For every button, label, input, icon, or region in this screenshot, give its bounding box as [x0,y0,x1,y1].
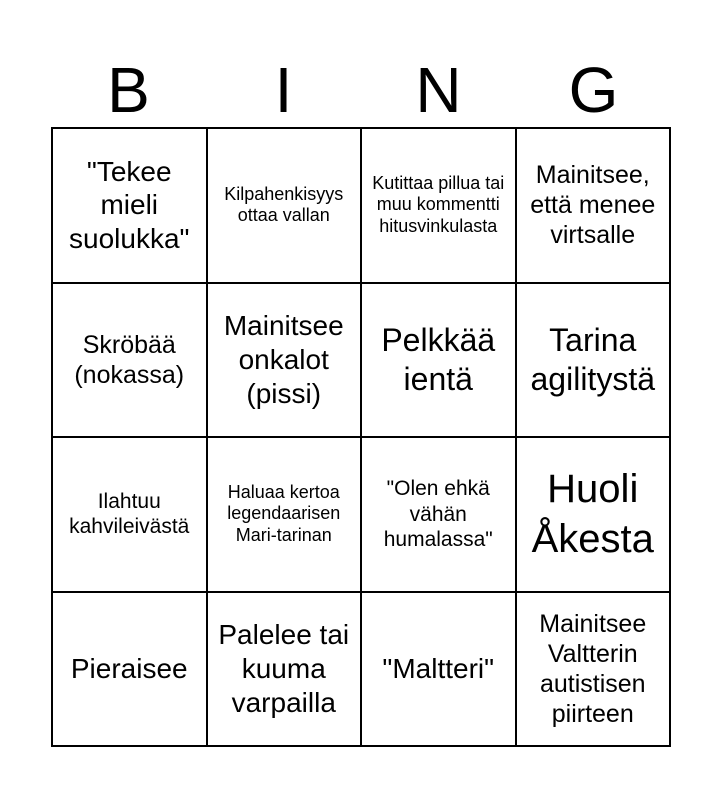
bingo-cell[interactable]: Haluaa kertoa legendaarisen Mari-tarinan [207,437,362,592]
bingo-cell[interactable]: Palelee tai kuuma varpailla [207,592,362,747]
bingo-cell[interactable]: Skröbää (nokassa) [52,283,207,438]
header-letter-i: I [274,54,293,126]
bingo-cell[interactable]: "Maltteri" [361,592,516,747]
header-letter-n: N [415,54,462,126]
bingo-cell[interactable]: Mainitsee Valtterin autistisen piirteen [516,592,671,747]
bingo-cell[interactable]: Kutittaa pillua tai muu kommentti hitusvinkulasta [361,128,516,283]
bingo-cell[interactable]: Tarina agilitystä [516,283,671,438]
bingo-cell[interactable]: Mainitsee, että menee virtsalle [516,128,671,283]
bingo-cell[interactable]: "Tekee mieli suolukka" [52,128,207,283]
header-letter-g: G [568,54,619,126]
header-letter-b: B [107,54,150,126]
bingo-cell[interactable]: "Olen ehkä vähän humalassa" [361,437,516,592]
bingo-cell[interactable]: Ilahtuu kahvileivästä [52,437,207,592]
bingo-card [51,127,671,747]
bingo-cell[interactable]: Pieraisee [52,592,207,747]
bingo-header [51,52,671,128]
bingo-cell[interactable]: Mainitsee onkalot (pissi) [207,283,362,438]
bingo-cell[interactable]: Huoli Åkesta [516,437,671,592]
bingo-cell[interactable]: Pelkkää ientä [361,283,516,438]
bingo-cell[interactable]: Kilpahenkisyys ottaa vallan [207,128,362,283]
